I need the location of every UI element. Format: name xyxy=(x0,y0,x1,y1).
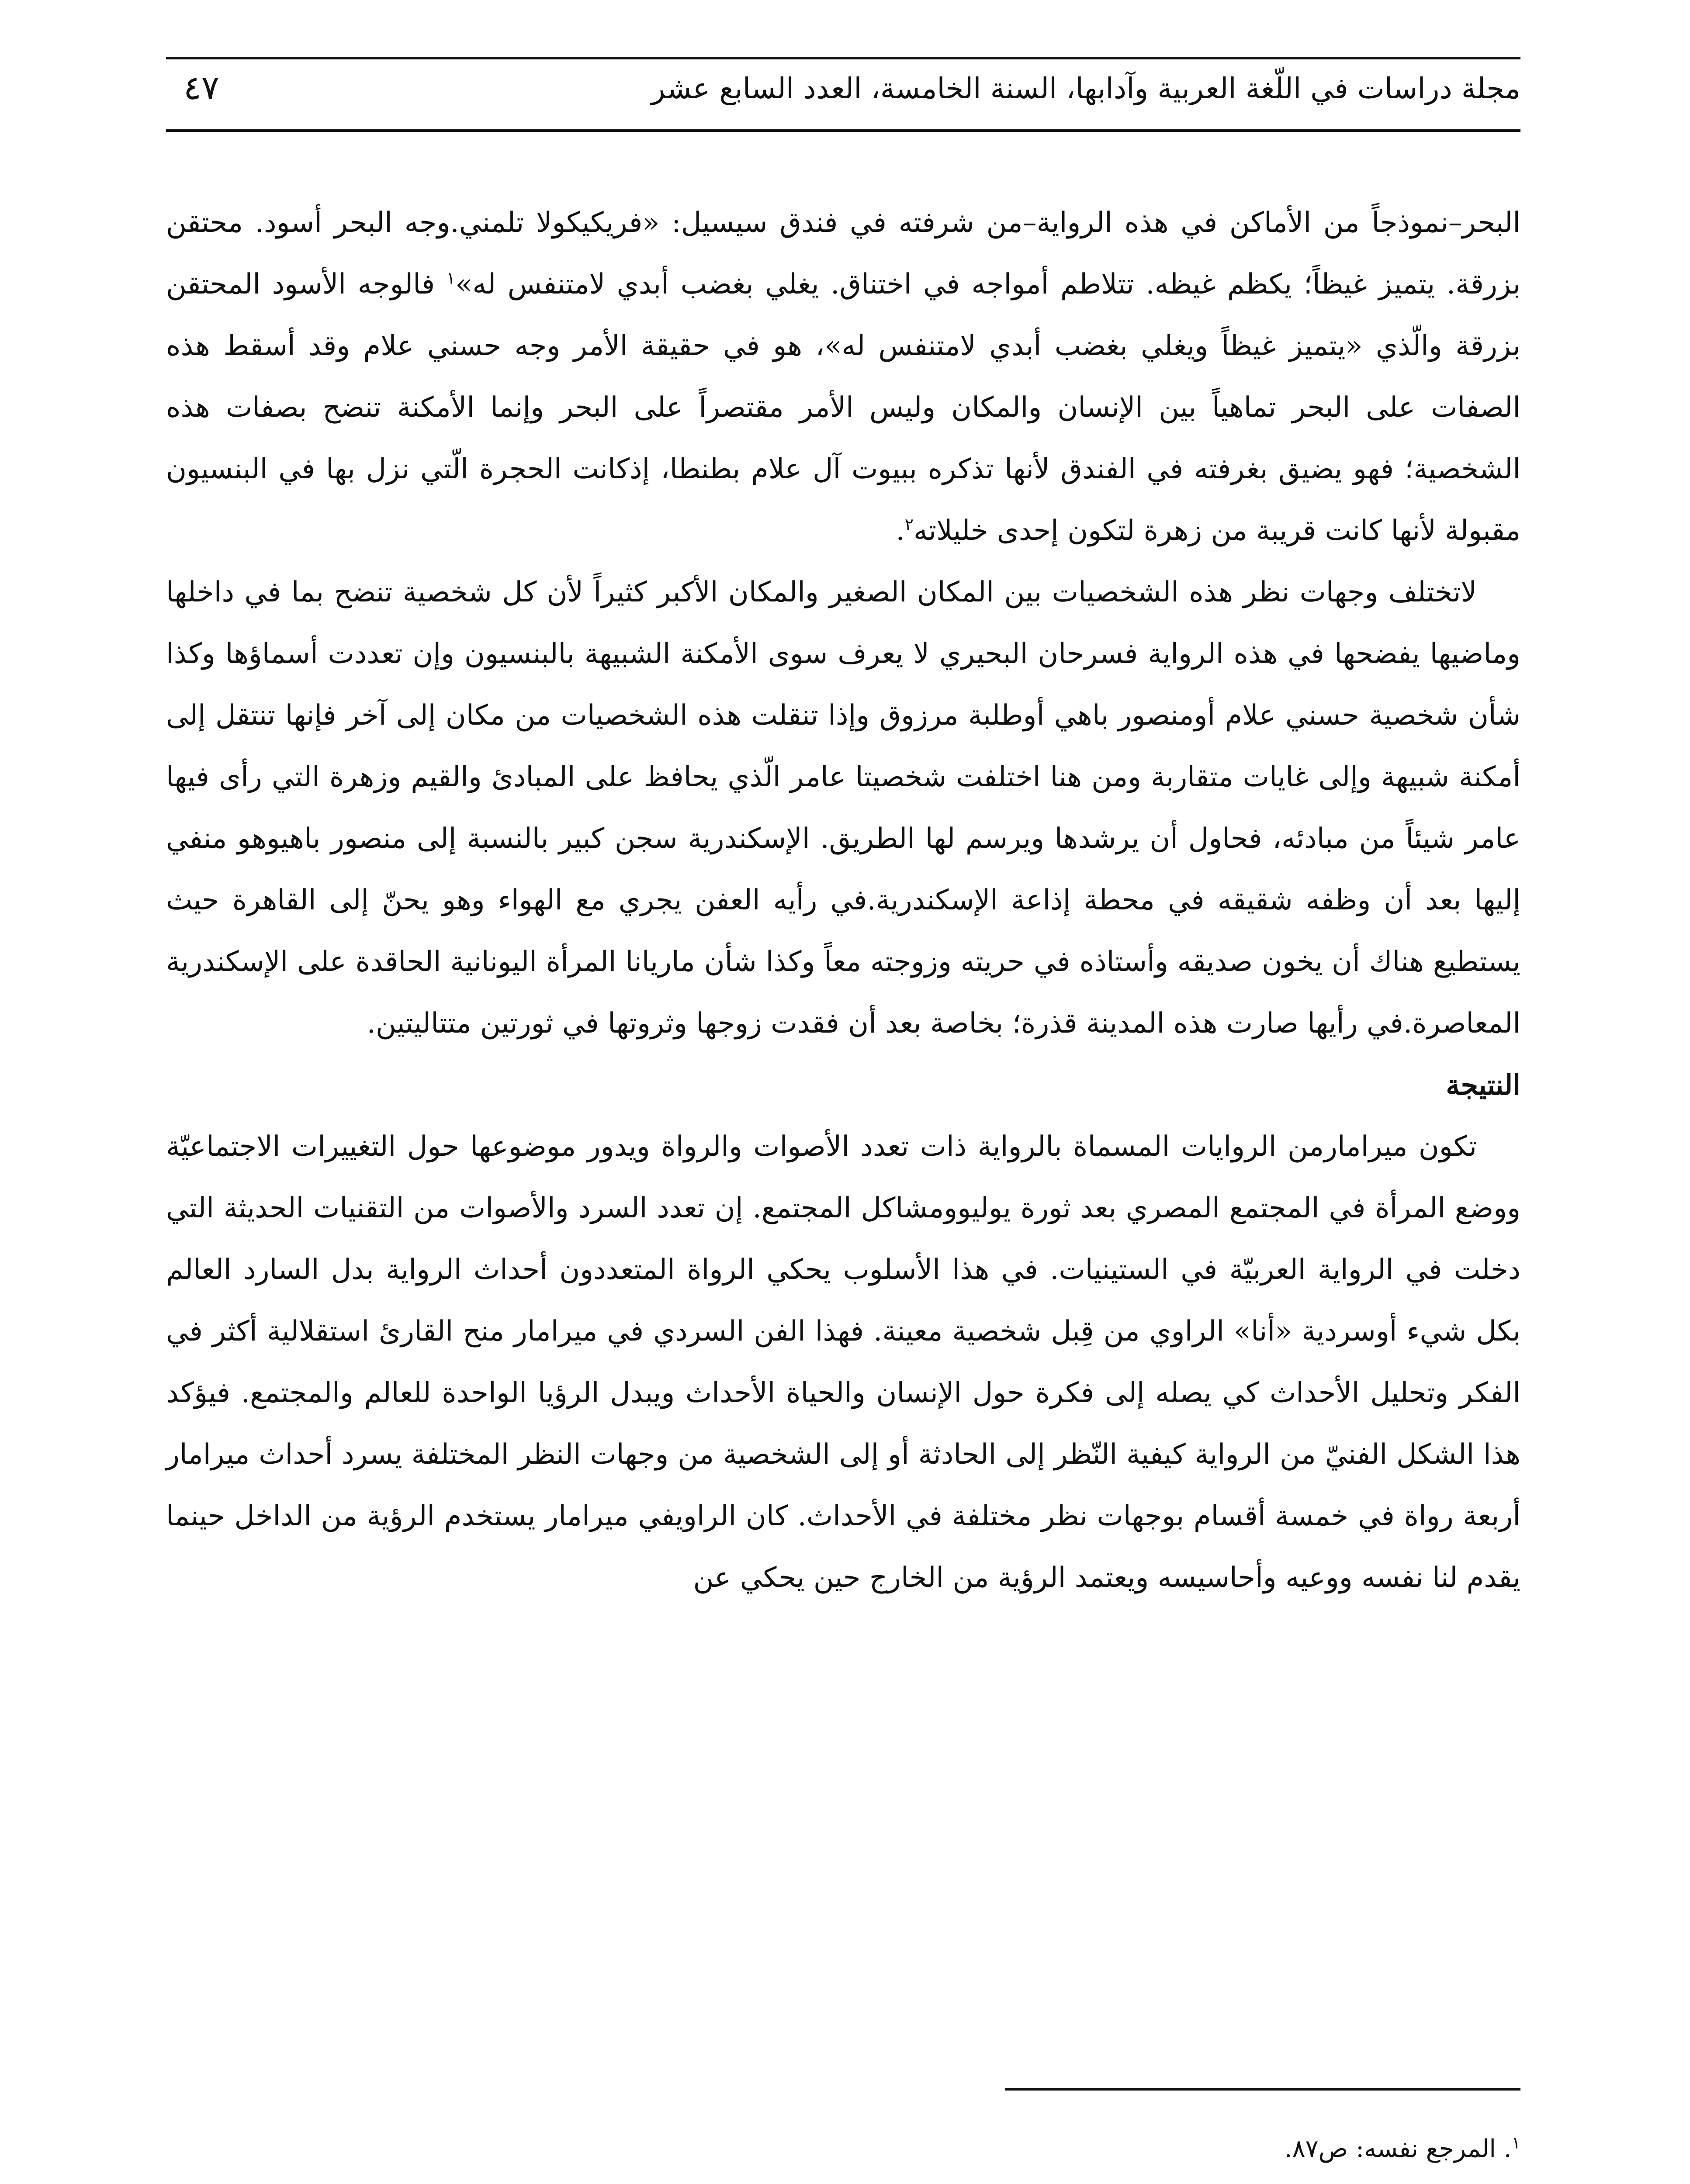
footnote-number: ١ xyxy=(1511,2133,1520,2153)
footnotes xyxy=(166,2118,1520,2184)
journal-title: مجلة دراسات في اللّغة العربية وآدابها، السنة الخامسة، العدد السابع عشر xyxy=(651,72,1520,105)
section-heading: النتيجة xyxy=(1446,1069,1520,1102)
paragraph-text: البحر–نموذجاً من الأماكن في هذه الرواية–من شرفته في فندق سيسيل: «فريكيكولا تلمني.وجه البحر أسود. محتقن بزرقة. يتميز غيظاً؛ يكظم غيظه. تتلاطم أمواجه في اختناق. يغلي بغضب أبدي لامتنفس له» xyxy=(166,207,1521,301)
footnote-ref[interactable]: ١ xyxy=(446,268,456,288)
main-text xyxy=(166,192,1520,1609)
paragraph: لاتختلف وجهات نظر هذه الشخصيات بين المكان الصغير والمكان الأكبر كثيراً لأن كل شخصية تنضح بما في داخلها وماضيها يفضحها في هذه الرواية فسرحان البحيري لا يعرف سوى الأمكنة الشبيهة بالبنسيون وإن تعددت أسماؤها وكذا شأن شخصية حسني علام أومنصور باهي أوطلبة مرزوق وإذا تنقلت هذه الشخصيات من مكان إلى آخر فإنها تنتقل إلى أمكنة شبيهة وإلى غايات متقاربة ومن هنا اختلفت شخصيتا عامر الّذي يحافظ على المبادئ والقيم وزهرة التي رأى فيها عامر شيئاً من مبادئه، فحاول أن يرشدها ويرسم لها الطريق. الإسكندرية سجن كبير بالنسبة إلى منصور باهيوهو منفي إليها بعد أن وظفه شقيقه في محطة إذاعة الإسكندرية.في رأيه العفن يجري مع الهواء وهو يحنّ إلى القاهرة حيث يستطيع هناك أن يخون صديقه وأستاذه في حريته وزوجته معاً وكذا شأن ماريانا المرأة اليونانية الحاقدة على الإسكندرية المعاصرة.في رأيها صارت هذه المدينة قذرة؛ بخاصة بعد أن فقدت زوجها وثروتها في ثورتين متتاليتين. xyxy=(166,576,1521,1040)
footnote xyxy=(166,2180,1520,2184)
paragraph: تكون ميرامارمن الروايات المسماة بالرواية ذات تعدد الأصوات والرواة ويدور موضوعها حول التغييرات الاجتماعيّة ووضع المرأة في المجتمع المصري بعد ثورة يوليوومشاكل المجتمع. إن تعدد السرد والأصوات من التقنيات الحديثة التي دخلت في الرواية العربيّة في الستينيات. في هذا الأسلوب يحكي الرواة المتعددون أحداث الرواية بدل السارد العالم بكل شيء أوسردية «أنا» الراوي من قِبل شخصية معينة. فهذا الفن السردي في ميرامار منح القارئ استقلالية أكثر في الفكر وتحليل الأحداث كي يصله إلى فكرة حول الإنسان والحياة الأحداث ويبدل الرؤيا الواحدة للعالم والمجتمع. فيؤكد هذا الشكل الفنيّ من الرواية كيفية النّظر إلى الحادثة أو إلى الشخصية من وجهات النظر المختلفة يسرد أحداث ميرامار أربعة رواة في خمسة أقسام بوجهات نظر مختلفة في الأحداث. كان الراويفي ميرامار يستخدم الرؤية من الداخل حينما يقدم لنا نفسه ووعيه وأحاسيسه ويعتمد الرؤية من الخارج حين يحكي عن xyxy=(166,1130,1521,1594)
footnote-ref[interactable]: ٢ xyxy=(904,515,914,534)
footnote-divider xyxy=(1005,2088,1520,2091)
paragraph-text: . xyxy=(896,515,905,547)
footnote xyxy=(166,2118,1520,2180)
page-number: ٤٧ xyxy=(184,68,219,107)
running-header xyxy=(166,57,1520,132)
footnote-text: . المرجع نفسه: ص٨٧. xyxy=(1284,2135,1512,2163)
paragraph xyxy=(166,192,1520,562)
paragraph-text: فالوجه الأسود المحتقن بزرقة والّذي «يتميز غيظاً ويغلي بغضب أبدي لامتنفس له»، هو في حقيقة الأمر وجه حسني علام وقد أسقط هذه الصفات على البحر تماهياً بين الإنسان والمكان وليس الأمر مقتصراً على البحر وإنما الأمكنة تنضح بصفات هذه الشخصية؛ فهو يضيق بغرفته في الفندق لأنها تذكره ببيوت آل علام بطنطا، إذكانت الحجرة الّتي نزل بها في البنسيون مقبولة لأنها كانت قريبة من زهرة لتكون إحدى خليلاته xyxy=(166,268,1520,547)
